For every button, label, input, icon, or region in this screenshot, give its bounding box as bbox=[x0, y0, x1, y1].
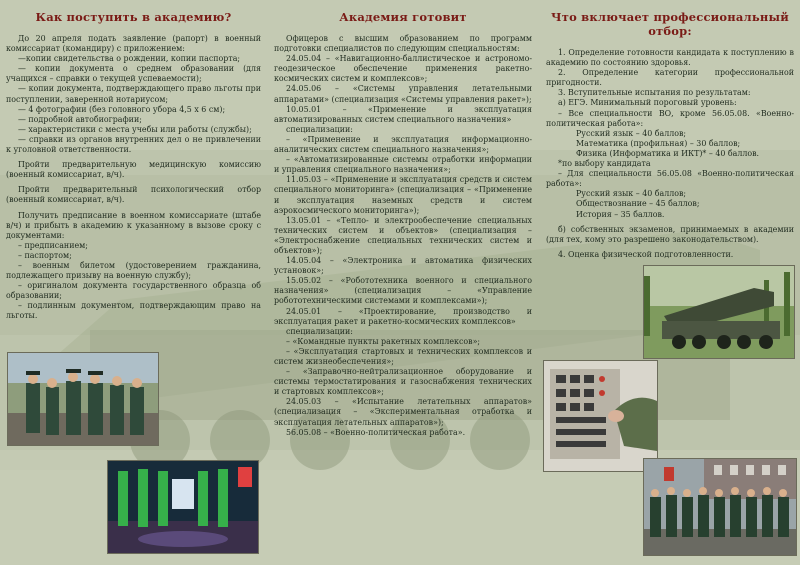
how-to-enroll-text bbox=[6, 34, 261, 322]
specialty-item: 24.05.03 – «Испытание летательных аппаратов» (специализация – «Экспериментальная отработка и эксплуатация летательных аппаратов»); bbox=[274, 397, 532, 427]
specialty-item: 11.05.03 – «Применение и эксплуатация средств и систем специального мониторинга» (специализация – «Применение и эксплуатация наземных средств и систем аэрокосмического мониторинга»); bbox=[274, 175, 532, 215]
specialty-item: – «Автоматизированные системы отработки информации и управления специального назначения»; bbox=[274, 155, 532, 175]
photo-mobile-launcher bbox=[643, 265, 795, 359]
selection-process-text bbox=[546, 48, 794, 260]
photo-control-panel bbox=[543, 360, 658, 472]
list-item: — копии документа, подтверждающего право льготы при поступлении, заверенной нотариусом; bbox=[6, 84, 261, 104]
paragraph: Офицеров с высшим образованием по программ подготовки специалистов по следующим специальностям: bbox=[274, 34, 532, 54]
specialty-item: 14.05.04 – «Электроника и автоматика физических установок»; bbox=[274, 256, 532, 276]
photo-museum-hall bbox=[107, 460, 259, 554]
list-item: а) ЕГЭ. Минимальный пороговый уровень: bbox=[558, 98, 737, 108]
list-item: – предписанием; bbox=[18, 240, 88, 250]
exam-score: Физика (Информатика и ИКТ)* – 40 баллов. bbox=[576, 148, 760, 158]
exam-score: Русский язык – 40 баллов; bbox=[576, 128, 687, 138]
specialty-item: – «Командные пункты ракетных комплексов»; bbox=[286, 336, 481, 346]
specialty-item: 10.05.01 – «Применение и эксплуатация автоматизированных систем специального назначения» bbox=[274, 104, 532, 124]
photo-officers-ceremony bbox=[7, 352, 159, 446]
list-item: – оригиналом документа государственного образца об образовании; bbox=[6, 281, 261, 301]
specialty-item: 24.05.04 – «Навигационно-баллистическое и астрономо-геодезическое обеспечение применения ракетно-космических систем и комплексов»; bbox=[274, 54, 532, 84]
list-item: – военным билетом (удостоверением гражданина, подлежащего призыву на военную службу); bbox=[6, 260, 261, 281]
list-item: — подробной автобиографии; bbox=[18, 114, 142, 124]
list-item: 2. Определение категории профессиональной пригодности. bbox=[546, 68, 794, 88]
exam-score: Обществознание – 45 баллов; bbox=[576, 199, 700, 209]
list-item: 1. Определение готовности кандидата к поступлению в академию по состоянию здоровья. bbox=[546, 48, 794, 68]
academy-programs-text bbox=[274, 34, 532, 438]
list-item: 3. Вступительные испытания по результатам: bbox=[558, 88, 751, 98]
specialty-item: 15.05.02 – «Робототехника военного и специального назначения» (специализация – «Управление робототехническими системами и комплексами»); bbox=[274, 276, 532, 306]
paragraph: Пройти предварительный психологический отбор (военный комиссариат, в/ч). bbox=[6, 185, 261, 205]
list-item: б) собственных экзаменов, принимаемых в академии (для тех, кому это разрешено законодательством). bbox=[546, 224, 794, 244]
list-item: 4. Оценка физической подготовленности. bbox=[558, 249, 734, 259]
specialty-item: специализации: bbox=[286, 124, 353, 134]
paragraph: Получить предписание в военном комиссариате (штабе в/ч) и прибыть в академию к указанному в вызове сроку с документами: bbox=[6, 210, 261, 240]
specialty-item: – «Применение и эксплуатация информационно-аналитических систем специального назначения»; bbox=[274, 134, 532, 155]
list-item: — справки из органов внутренних дел о не привлечении к уголовной ответственности. bbox=[6, 134, 261, 155]
list-item: – Для специальности 56.05.08 «Военно-политическая работа»: bbox=[546, 169, 794, 189]
paragraph: Пройти предварительную медицинскую комиссию (военный комиссариат, в/ч). bbox=[6, 160, 261, 180]
specialty-item: 56.05.08 – «Военно-политическая работа». bbox=[286, 427, 466, 437]
specialty-item: – «Эксплуатация стартовых и технических комплексов и систем жизнеобеспечения»; bbox=[274, 346, 532, 366]
specialty-item: 24.05.06 – «Системы управления летательными аппаратами» (специализация «Системы управления ракет»); bbox=[274, 84, 532, 104]
list-item: — копии документа о среднем образовании (для учащихся – справки о текущей успеваемости); bbox=[6, 64, 261, 84]
section-title-how-to-enroll: Как поступить в академию? bbox=[35, 10, 232, 24]
section-title-academy-programs: Академия готовит bbox=[339, 10, 467, 24]
specialty-item: специализации: bbox=[286, 326, 353, 336]
photo-parade-formation bbox=[643, 458, 797, 556]
exam-score: Математика (профильная) – 30 баллов; bbox=[576, 138, 741, 148]
section-title-selection-process: Что включает профессиональный отбор: bbox=[551, 10, 789, 38]
paragraph: До 20 апреля подать заявление (рапорт) в военный комиссариат (командиру) с приложением: bbox=[6, 34, 261, 54]
column-academy-programs bbox=[266, 0, 536, 565]
list-item: – паспортом; bbox=[18, 250, 72, 260]
specialty-item: 24.05.01 – «Проектирование, производство и эксплуатация ракет и ракетно-космических комплексов» bbox=[274, 306, 532, 326]
list-item: – подлинным документом, подтверждающим право на льготы. bbox=[6, 301, 261, 321]
list-item: — 4 фотографии (без головного убора 4,5 х 6 см); bbox=[18, 104, 226, 114]
list-item: – Все специальности ВО, кроме 56.05.08. «Военно-политическая работа»: bbox=[546, 108, 794, 128]
specialty-item: – «Заправочно-нейтрализационное оборудование и системы термостатирования и газоснабжения технических и стартовых комплексов»; bbox=[274, 367, 532, 397]
exam-score: Русский язык – 40 баллов; bbox=[576, 189, 687, 199]
specialty-item: 13.05.01 – «Тепло- и электрообеспечение специальных технических систем и объектов» (специализация – «Электроснабжение специальных технических систем и объектов»); bbox=[274, 215, 532, 255]
footnote: *по выбору кандидата bbox=[558, 159, 651, 169]
exam-score: История – 35 баллов. bbox=[576, 209, 665, 219]
list-item: — характеристики с места учебы или работы (службы); bbox=[18, 124, 252, 134]
list-item: —копии свидетельства о рождении, копии паспорта; bbox=[18, 54, 241, 64]
